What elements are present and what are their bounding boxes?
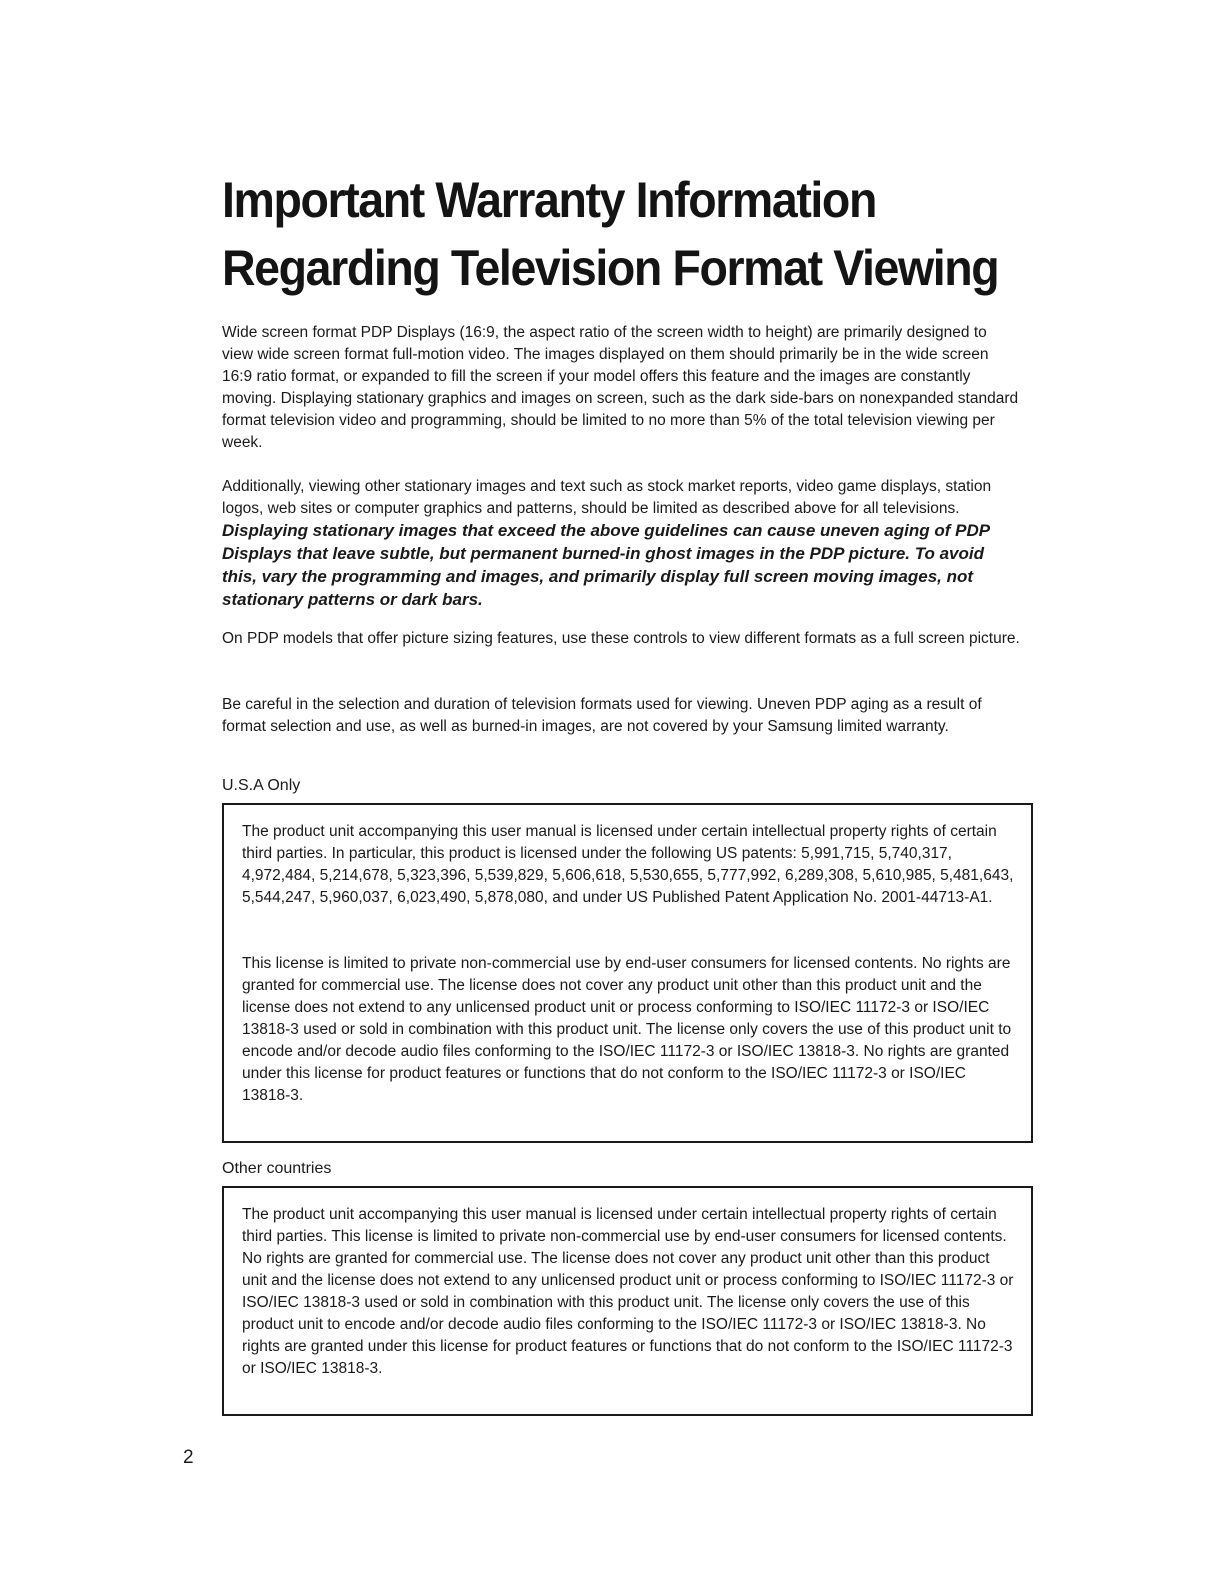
stationary-images-paragraph [222, 476, 1022, 612]
usa-license-terms-text: This license is limited to private non-commercial use by end-user consumers for licensed contents. No rights are granted for commercial use. The license does not cover any product unit other than this product unit and the license does not extend to any unlicensed product unit or process conforming to ISO/IEC 11172-3 or ISO/IEC 13818-3 used or sold in combination with this product unit. The license only covers the use of this product unit to encode and/or decode audio files conforming to the ISO/IEC 11172-3 or ISO/IEC 13818-3. No rights are granted under this license for product features or functions that do not conform to the ISO/IEC 11172-3 or ISO/IEC 13818-3. [242, 955, 1012, 1104]
usa-patents-text: The product unit accompanying this user manual is licensed under certain intellectual property rights of certain third parties. In particular, this product is licensed under the following US patents: 5,991,715, 5,740,317, 4,972,484, 5,214,678, 5,323,396, 5,539,829, 5,606,618, 5,530,655, 5,777,992, 6,289,308, 5,610,985, 5,481,643, 5,544,247, 5,960,037, 6,023,490, 5,878,080, and under US Published Patent Application No. 2001-44713-A1. [242, 823, 1014, 906]
page-title [222, 166, 1040, 302]
usa-only-label: U.S.A Only [222, 777, 301, 794]
page-number: 2 [183, 1447, 194, 1468]
other-countries-license-text: The product unit accompanying this user manual is licensed under certain intellectual property rights of certain third parties. This license is limited to private non-commercial use by end-user consumers for licensed contents. No rights are granted for commercial use. The license does not cover any product unit other than this product unit and the license does not extend to any unlicensed product unit or process conforming to ISO/IEC 11172-3 or ISO/IEC 13818-3 used or sold in combination with this product unit. The license only covers the use of this product unit to encode and/or decode audio files conforming to the ISO/IEC 11172-3 or ISO/IEC 13818-3. No rights are granted under this license for product features or functions that do not conform to the ISO/IEC 11172-3 or ISO/IEC 13818-3. [242, 1206, 1014, 1377]
format-viewing-paragraph: Wide screen format PDP Displays (16:9, the aspect ratio of the screen width to height) are primarily designed to view wide screen format full-motion video. The images displayed on them should primarily be in the wide screen 16:9 ratio format, or expanded to fill the screen if your model offers this feature and the images are constantly moving. Displaying stationary graphics and images on screen, such as the dark side-bars on nonexpanded standard format television video and programming, should be limited to no more than 5% of the total television viewing per week. [222, 324, 1019, 451]
page-title-line-2: Regarding Television Format Viewing [222, 240, 999, 296]
warranty-coverage-paragraph: Be careful in the selection and duration of television formats used for viewing. Uneven PDP aging as a result of format selection and use, as well as burned-in images, are not covered by your Samsung limited warranty. [222, 696, 982, 735]
burn-in-warning-emphasis: Displaying stationary images that exceed the above guidelines can cause uneven aging of PDP Displays that leave subtle, but permanent burned-in ghost images in the PDP picture. To avoid this, vary the programming and images, and primarily display full screen moving images, not stationary patterns or dark bars. [222, 521, 990, 609]
other-countries-label: Other countries [222, 1160, 332, 1177]
picture-sizing-paragraph: On PDP models that offer picture sizing features, use these controls to view different formats as a full screen picture. [222, 630, 1020, 647]
page-title-line-1: Important Warranty Information [222, 172, 876, 228]
stationary-images-text: Additionally, viewing other stationary images and text such as stock market reports, video game displays, station logos, web sites or computer graphics and patterns, should be limited as described above for all televisions. [222, 478, 992, 517]
other-countries-license-box [222, 1186, 1033, 1416]
usa-license-box [222, 803, 1033, 1143]
